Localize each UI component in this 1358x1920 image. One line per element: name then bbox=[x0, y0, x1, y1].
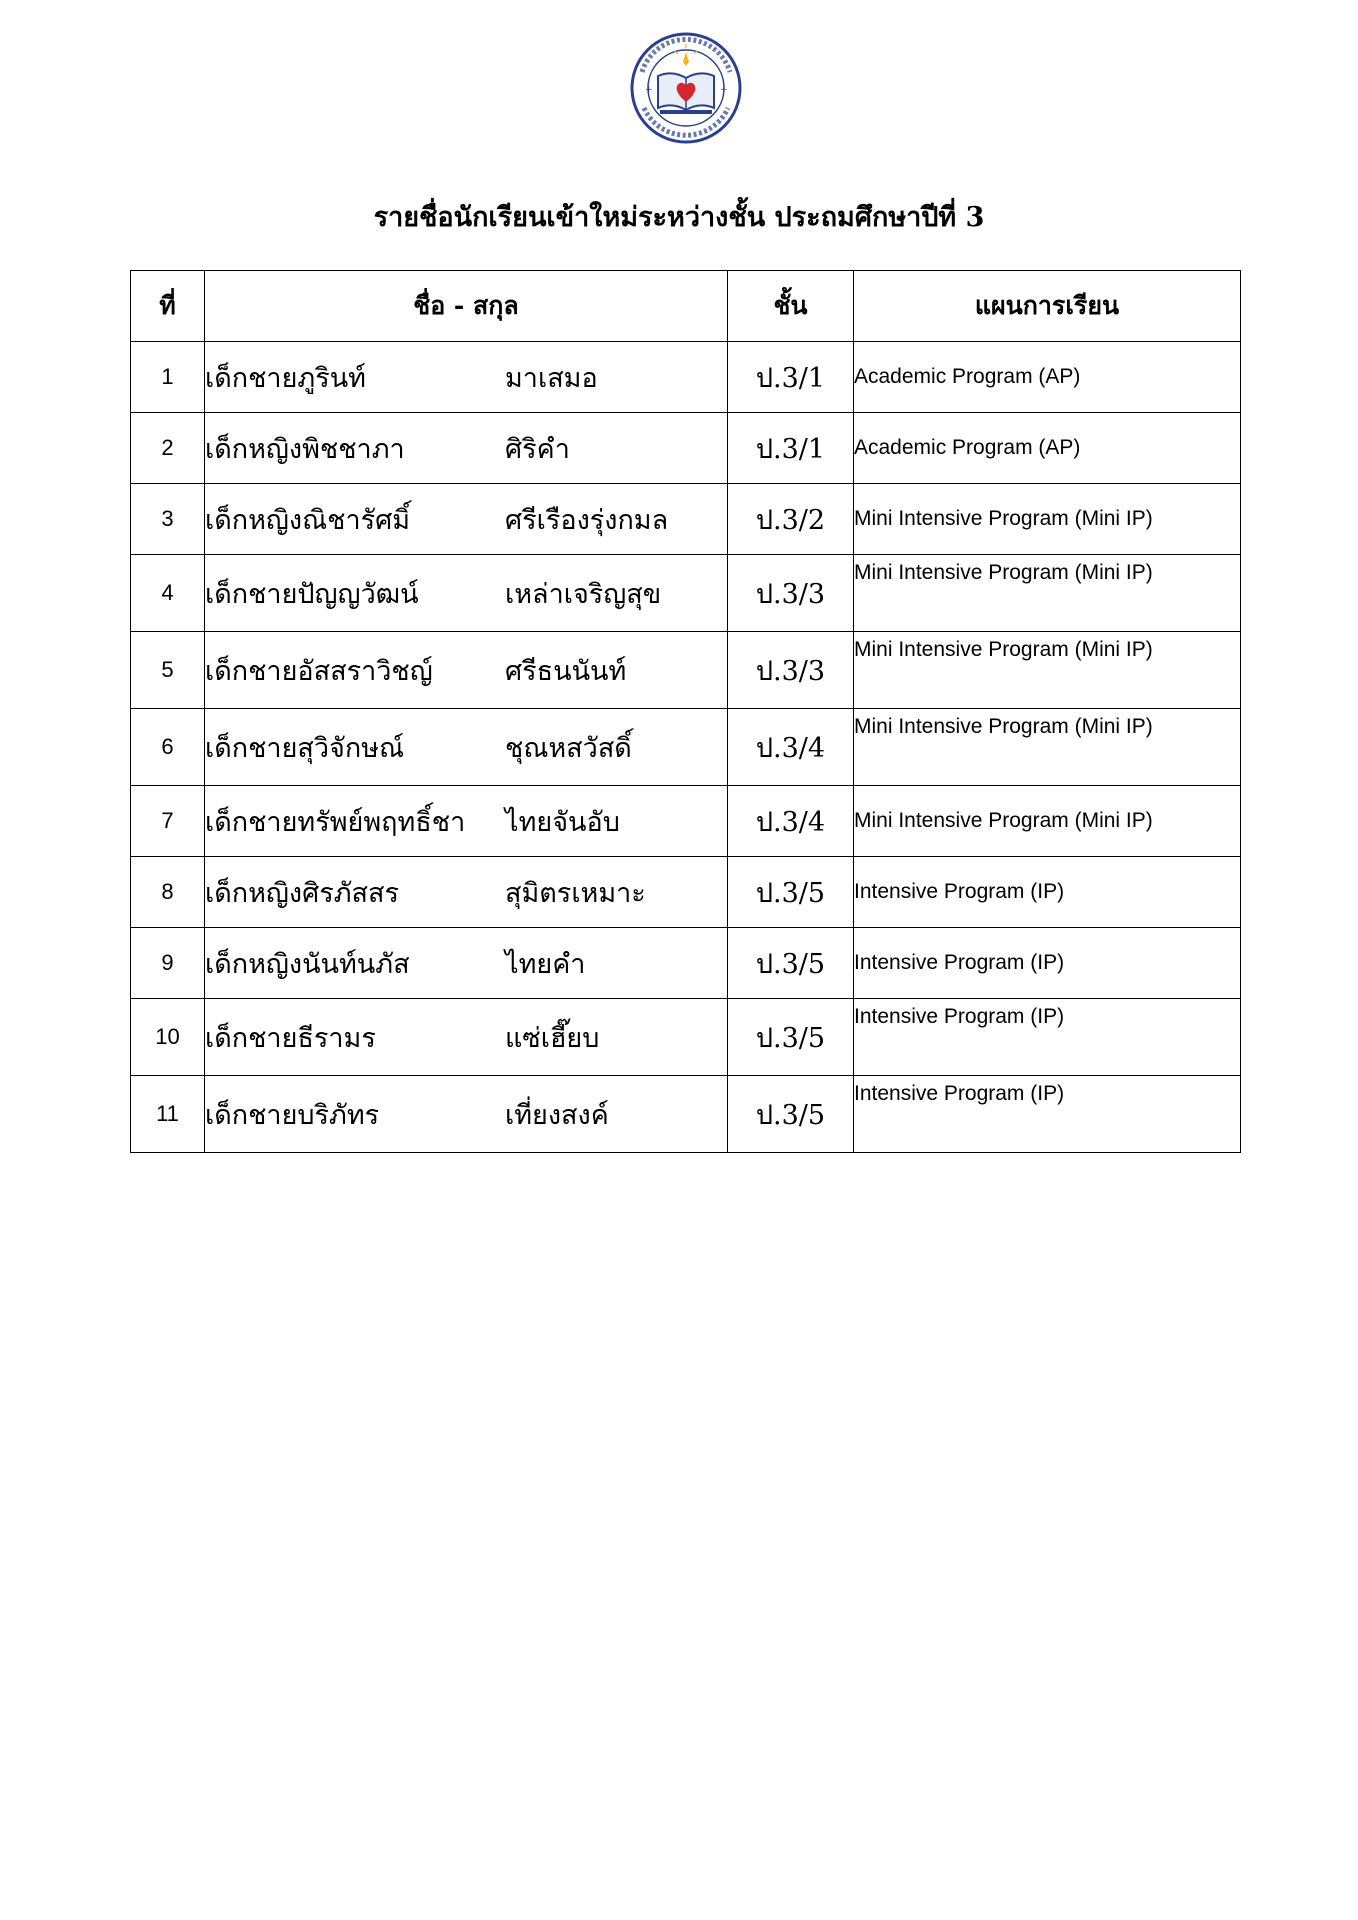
class-cell: ป.3/4 bbox=[728, 709, 854, 786]
row-number: 8 bbox=[131, 857, 205, 928]
row-number: 4 bbox=[131, 555, 205, 632]
table-row bbox=[131, 786, 1241, 857]
student-name bbox=[205, 632, 728, 709]
class-cell: ป.3/3 bbox=[728, 555, 854, 632]
table-row bbox=[131, 999, 1241, 1076]
student-first-name: เด็กชายสุวิจักษณ์ bbox=[205, 732, 405, 764]
student-name bbox=[205, 342, 728, 413]
class-cell: ป.3/3 bbox=[728, 632, 854, 709]
table-row bbox=[131, 632, 1241, 709]
student-first-name: เด็กชายปัญญวัฒน์ bbox=[205, 578, 419, 610]
student-first-name: เด็กชายธีรามร bbox=[205, 1022, 376, 1054]
svg-text:+: + bbox=[645, 85, 653, 95]
student-first-name: เด็กหญิงพิชชาภา bbox=[205, 433, 405, 465]
column-header-program: แผนการเรียน bbox=[854, 271, 1241, 342]
row-number: 3 bbox=[131, 484, 205, 555]
student-last-name: ศรีเรืองรุ่งกมล bbox=[505, 504, 669, 536]
program-cell: Intensive Program (IP) bbox=[854, 857, 1241, 928]
program-cell: Mini Intensive Program (Mini IP) bbox=[854, 484, 1241, 555]
table-header-row bbox=[131, 271, 1241, 342]
student-first-name: เด็กชายอัสสราวิชญ์ bbox=[205, 655, 433, 687]
table-row bbox=[131, 1076, 1241, 1153]
student-last-name: สุมิตรเหมาะ bbox=[505, 877, 646, 909]
table-row bbox=[131, 555, 1241, 632]
student-name bbox=[205, 555, 728, 632]
student-first-name: เด็กหญิงศิรภัสสร bbox=[205, 877, 399, 909]
student-last-name: ศรีธนนันท์ bbox=[505, 655, 627, 687]
program-cell: Intensive Program (IP) bbox=[854, 928, 1241, 999]
student-name bbox=[205, 484, 728, 555]
student-last-name: ศิริคำ bbox=[505, 433, 570, 465]
class-cell: ป.3/4 bbox=[728, 786, 854, 857]
student-last-name: เหล่าเจริญสุข bbox=[505, 578, 662, 610]
student-name bbox=[205, 786, 728, 857]
student-name bbox=[205, 928, 728, 999]
row-number: 10 bbox=[131, 999, 205, 1076]
table-row bbox=[131, 413, 1241, 484]
row-number: 5 bbox=[131, 632, 205, 709]
column-header-class: ชั้น bbox=[728, 271, 854, 342]
table-row bbox=[131, 342, 1241, 413]
class-cell: ป.3/1 bbox=[728, 413, 854, 484]
class-cell: ป.3/5 bbox=[728, 928, 854, 999]
student-last-name: เที่ยงสงค์ bbox=[505, 1099, 609, 1131]
table-row bbox=[131, 857, 1241, 928]
row-number: 11 bbox=[131, 1076, 205, 1153]
student-first-name: เด็กหญิงนันท์นภัส bbox=[205, 948, 410, 980]
program-cell: Mini Intensive Program (Mini IP) bbox=[854, 632, 1241, 709]
program-cell: Mini Intensive Program (Mini IP) bbox=[854, 786, 1241, 857]
student-last-name: ไทยคำ bbox=[505, 948, 586, 980]
column-header-no: ที่ bbox=[131, 271, 205, 342]
class-cell: ป.3/5 bbox=[728, 999, 854, 1076]
table-row bbox=[131, 928, 1241, 999]
table-row bbox=[131, 484, 1241, 555]
svg-text:+: + bbox=[720, 85, 728, 95]
school-logo bbox=[630, 32, 742, 144]
program-cell: Academic Program (AP) bbox=[854, 413, 1241, 484]
student-name bbox=[205, 857, 728, 928]
page-title: รายชื่อนักเรียนเข้าใหม่ระหว่างชั้น ประถมศึกษาปีที่ 3 bbox=[373, 202, 985, 233]
program-cell: Academic Program (AP) bbox=[854, 342, 1241, 413]
student-name bbox=[205, 999, 728, 1076]
program-cell: Mini Intensive Program (Mini IP) bbox=[854, 709, 1241, 786]
student-first-name: เด็กชายทรัพย์พฤทธิ์ชา bbox=[205, 806, 466, 838]
student-first-name: เด็กชายบริภัทร bbox=[205, 1099, 380, 1131]
row-number: 9 bbox=[131, 928, 205, 999]
student-name bbox=[205, 413, 728, 484]
program-cell: Intensive Program (IP) bbox=[854, 999, 1241, 1076]
class-cell: ป.3/5 bbox=[728, 857, 854, 928]
student-table bbox=[130, 270, 1241, 1153]
student-last-name: ไทยจันอับ bbox=[505, 806, 620, 838]
class-cell: ป.3/1 bbox=[728, 342, 854, 413]
student-name bbox=[205, 709, 728, 786]
table-row bbox=[131, 709, 1241, 786]
student-first-name: เด็กชายภูรินท์ bbox=[205, 362, 366, 394]
student-name bbox=[205, 1076, 728, 1153]
student-last-name: แซ่เฮี๊ยบ bbox=[505, 1022, 600, 1054]
student-last-name: มาเสมอ bbox=[505, 362, 598, 394]
class-cell: ป.3/5 bbox=[728, 1076, 854, 1153]
row-number: 7 bbox=[131, 786, 205, 857]
student-first-name: เด็กหญิงณิชารัศมิ์ bbox=[205, 504, 411, 536]
student-last-name: ชุณหสวัสดิ์ bbox=[505, 732, 632, 764]
row-number: 1 bbox=[131, 342, 205, 413]
class-cell: ป.3/2 bbox=[728, 484, 854, 555]
column-header-name: ชื่อ - สกุล bbox=[205, 271, 728, 342]
row-number: 6 bbox=[131, 709, 205, 786]
program-cell: Mini Intensive Program (Mini IP) bbox=[854, 555, 1241, 632]
row-number: 2 bbox=[131, 413, 205, 484]
program-cell: Intensive Program (IP) bbox=[854, 1076, 1241, 1153]
